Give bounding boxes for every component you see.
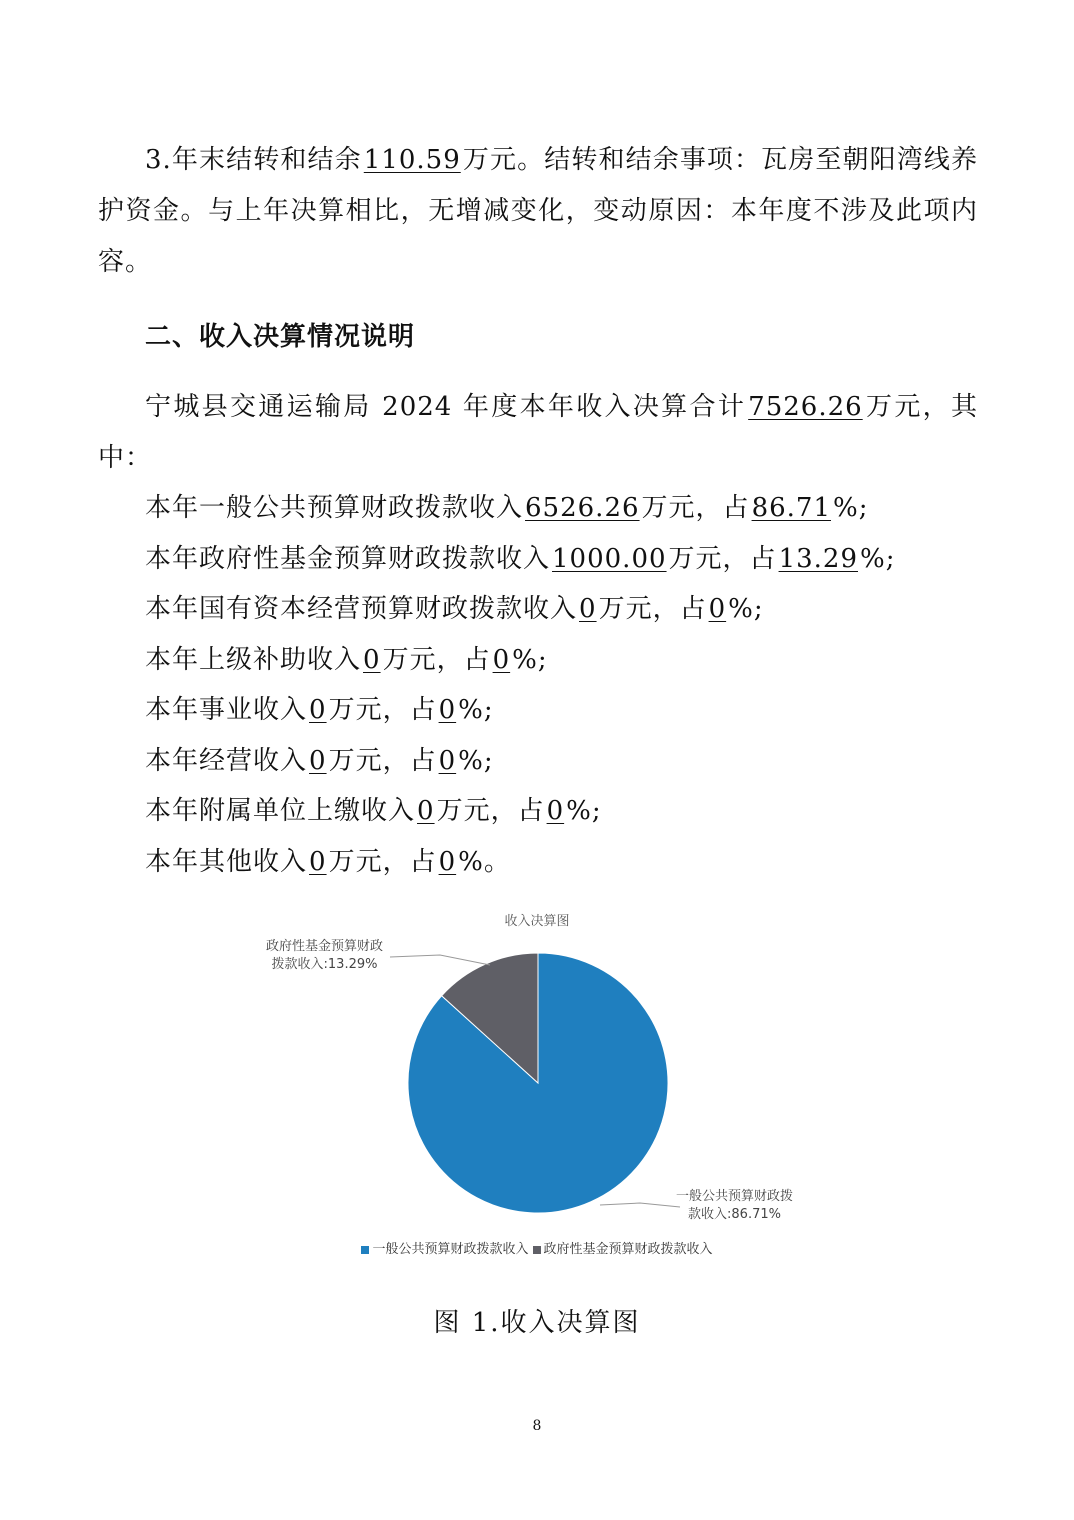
legend-label: 一般公共预算财政拨款收入	[372, 1242, 529, 1257]
income-item-amount: 0	[363, 644, 381, 675]
paragraph-text: 3.年末结转和结余	[145, 145, 362, 175]
income-item-amount: 1000.00	[552, 543, 667, 574]
paragraph-text: 万元。结转和结余事项：瓦房至朝阳湾线养护资金。与上年决算相比，无增减变化，变动原因：本年度不涉及此项内容。	[98, 145, 978, 277]
income-item-text: %;	[458, 695, 494, 725]
paragraph-text: 宁城县交通运输局 2024 年度本年收入决算合计	[145, 392, 747, 422]
income-item-text: 万元，占	[436, 796, 545, 826]
income-item-label: 本年其他收入	[145, 846, 308, 877]
pie-slice-label	[266, 938, 383, 974]
income-item-text: %;	[512, 644, 548, 675]
income-item-amount: 0	[417, 796, 435, 826]
income-item-label: 本年政府性基金预算财政拨款收入	[145, 543, 551, 574]
income-item-label: 本年一般公共预算财政拨款收入	[145, 493, 524, 523]
income-item-amount: 0	[309, 695, 327, 725]
income-item-percent: 0	[708, 594, 727, 624]
legend-swatch	[533, 1246, 541, 1254]
income-item-label: 本年经营收入	[145, 745, 308, 776]
legend-item	[533, 1242, 713, 1257]
income-item-label: 本年上级补助收入	[145, 644, 362, 675]
income-item-text: %;	[833, 493, 869, 523]
income-item-percent: 86.71	[751, 493, 831, 523]
legend-label: 政府性基金预算财政拨款收入	[543, 1242, 713, 1257]
carryover-amount: 110.59	[363, 145, 461, 175]
paragraph-income-total	[98, 382, 978, 484]
figure-caption: 图 1.收入决算图	[433, 1308, 641, 1338]
chart-title: 收入决算图	[504, 914, 570, 929]
legend-swatch	[361, 1246, 369, 1254]
income-item-amount: 0	[309, 846, 327, 877]
chart-legend	[0, 1238, 1074, 1257]
income-item-label: 本年事业收入	[145, 695, 308, 725]
leader-line	[600, 1203, 680, 1207]
income-item-label: 本年国有资本经营预算财政拨款收入	[145, 594, 578, 624]
pie-label-line: 一般公共预算财政拨	[676, 1189, 794, 1204]
income-item-line	[145, 488, 868, 528]
pie-label-line: 拨款收入:13.29%	[271, 957, 378, 972]
section-heading: 二、收入决算情况说明	[145, 322, 416, 352]
income-item-text: 万元，占	[668, 543, 777, 574]
income-item-label: 本年附属单位上缴收入	[145, 796, 416, 826]
page-number: 8	[532, 1418, 542, 1434]
income-total-amount: 7526.26	[748, 392, 863, 422]
income-item-line	[145, 741, 494, 781]
leader-line	[390, 955, 490, 965]
income-item-line	[145, 640, 548, 680]
income-item-line	[145, 842, 511, 882]
income-item-percent: 0	[438, 695, 457, 725]
income-item-text: %;	[860, 543, 896, 574]
income-item-line	[145, 589, 764, 629]
income-item-text: 万元，占	[598, 594, 707, 624]
income-item-text: %。	[458, 846, 511, 877]
income-item-text: 万元，占	[328, 745, 437, 776]
income-item-text: %;	[566, 796, 602, 826]
pie-label-line: 政府性基金预算财政	[266, 939, 384, 954]
pie-slice-label	[676, 1188, 793, 1224]
income-item-text: 万元，占	[328, 695, 437, 725]
income-item-amount: 0	[579, 594, 597, 624]
income-item-percent: 0	[438, 846, 457, 877]
income-item-amount: 0	[309, 745, 327, 776]
income-item-percent: 0	[546, 796, 565, 826]
pie-label-line: 款收入:86.71%	[688, 1207, 781, 1222]
income-item-text: 万元，占	[641, 493, 750, 523]
legend-item	[361, 1242, 528, 1257]
income-item-percent: 13.29	[778, 543, 858, 574]
paragraph-carryover	[98, 135, 978, 288]
income-item-line	[145, 539, 895, 579]
income-item-percent: 0	[492, 644, 511, 675]
income-item-text: %;	[728, 594, 764, 624]
paragraph-text: 万元，其中：	[98, 392, 978, 473]
income-item-text: 万元，占	[382, 644, 491, 675]
income-item-amount: 6526.26	[525, 493, 640, 523]
income-item-line	[145, 690, 494, 730]
income-item-percent: 0	[438, 745, 457, 776]
income-item-text: 万元，占	[328, 846, 437, 877]
income-item-text: %;	[458, 745, 494, 776]
income-item-line	[145, 791, 602, 831]
